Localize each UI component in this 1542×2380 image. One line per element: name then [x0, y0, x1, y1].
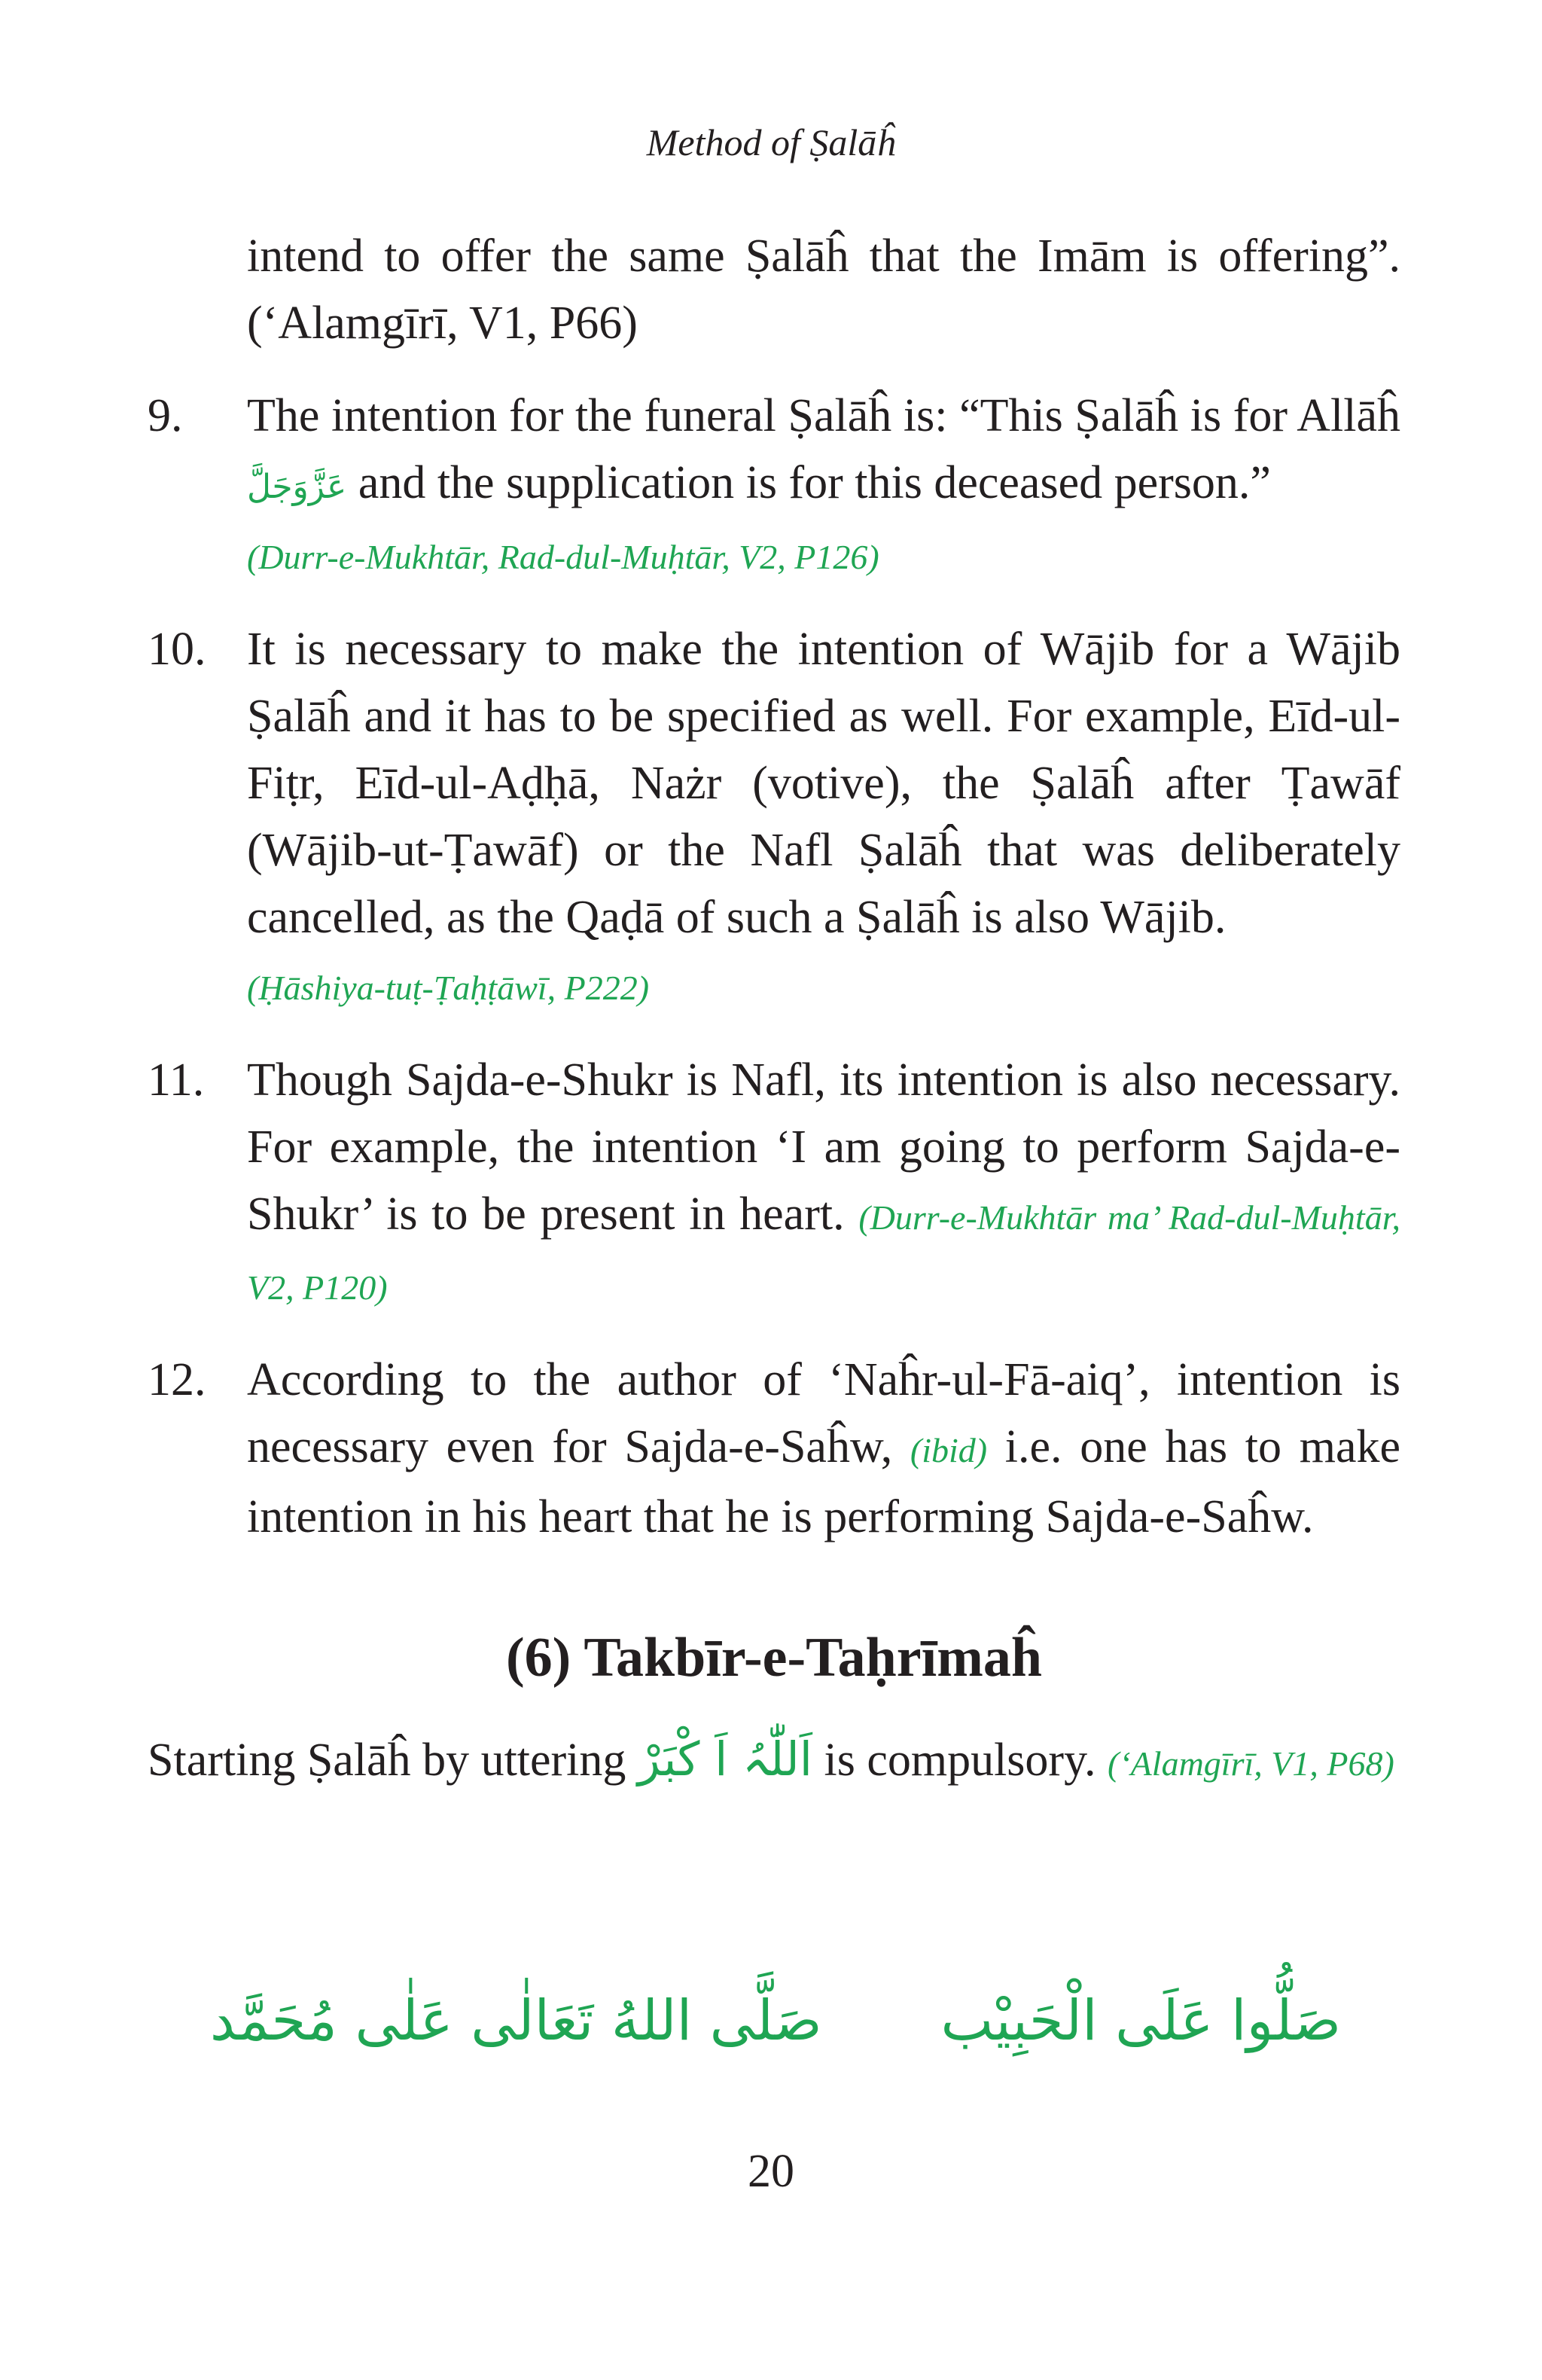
list-item-10: [148, 616, 1400, 1021]
list-body: [247, 1047, 1400, 1321]
list-number: 10.: [148, 624, 206, 675]
item-text: Though Sajda-e-Shukr is Nafl, its intention is also necessary. For example, the intention ‘I am going to perform Sajda-e-Shukr’ is to be present in heart.: [247, 1054, 1400, 1240]
item-text: i.e. one has to make intention in his heart that he is performing Sajda-e-Saĥw.: [247, 1421, 1400, 1542]
section-heading: (6) Takbīr-e-Taḥrīmaĥ: [505, 1627, 1043, 1689]
reference-citation: (Durr-e-Mukhtār, Rad-dul-Muḥtār, V2, P126): [247, 538, 879, 576]
list-number: 12.: [148, 1354, 206, 1405]
item-text: and the supplication is for this deceased person.”: [346, 457, 1271, 508]
list-body: [247, 616, 1400, 1021]
list-item-9: [148, 383, 1400, 590]
list-number: 11.: [148, 1054, 205, 1106]
item-text: The intention for the funeral Ṣalāĥ is: “This Ṣalāĥ is for Allāĥ: [247, 390, 1400, 441]
section-text: Starting Ṣalāĥ by uttering: [148, 1735, 638, 1786]
item-text: According to the author of ‘Naĥr-ul-Fā-aiq’, intention is necessary even for Sajda-e-Saĥw,: [247, 1354, 1400, 1472]
reference-citation: (Durr-e-Mukhtār ma’ Rad-dul-Muḥtār, V2, P120): [247, 1198, 1401, 1307]
continued-paragraph: intend to offer the same Ṣalāĥ that the Imām is offering”. (‘Alamgīrī, V1, P66): [247, 230, 1400, 349]
durood-banner: [151, 1988, 1400, 2053]
list-item-11: [148, 1047, 1400, 1321]
page-body: [148, 223, 1400, 1797]
reference-citation: (‘Alamgīrī, V1, P68): [1108, 1744, 1394, 1783]
list-number: 9.: [148, 390, 183, 441]
reference-citation: (ibid): [910, 1431, 988, 1469]
page-number: 20: [748, 2146, 794, 2197]
reference-citation: (Ḥāshiya-tuṭ-Ṭaḥṭāwī, P222): [247, 969, 650, 1007]
list-item-12: [148, 1347, 1400, 1551]
item-text: It is necessary to make the intention of Wājib for a Wājib Ṣalāĥ and it has to be specified as well. For example, Eīd-ul-Fiṭr, Eīd-ul-Aḍḥā, Nażr (votive), the Ṣalāĥ after Ṭawāf (Wājib-ut-Ṭawāf) or the Nafl Ṣalāĥ that was deliberately cancelled, as the Qaḍā of such a Ṣalāĥ is also Wājib.: [247, 624, 1400, 943]
durood-left: صَلَّى اللهُ تَعَالٰى عَلٰى مُحَمَّد: [209, 1988, 822, 2053]
arabic-takbir: اَللّٰہُ اَ کْبَرْ: [637, 1732, 812, 1787]
running-header: Method of Ṣalāĥ: [646, 121, 896, 163]
list-body: [247, 1347, 1400, 1551]
section-text: is compulsory.: [812, 1735, 1108, 1786]
section-paragraph: [148, 1726, 1400, 1797]
list-body: [247, 383, 1400, 590]
arabic-honorific: عَزَّوَجَلَّ: [247, 468, 347, 506]
durood-right: صَلُّوا عَلَى الْحَبِيْب: [940, 1988, 1342, 2053]
